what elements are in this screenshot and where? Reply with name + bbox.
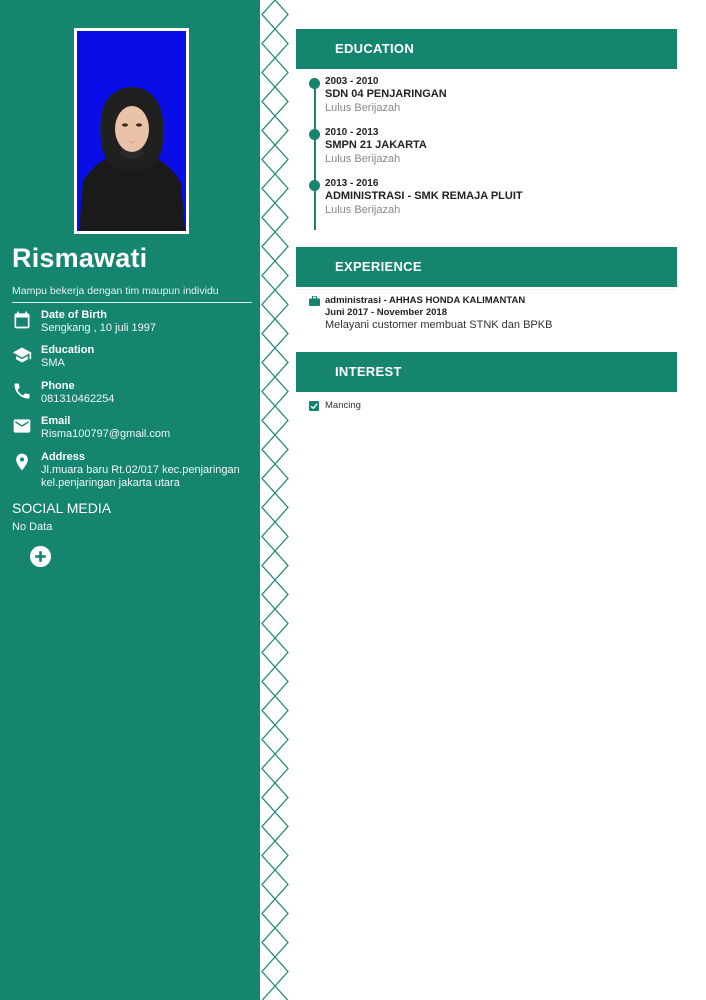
contact-phone <box>12 380 256 406</box>
contact-label: Email <box>41 415 71 427</box>
contact-education <box>12 344 256 370</box>
education-period: 2010 - 2013 <box>325 127 379 138</box>
interest-item <box>309 400 361 411</box>
graduation-cap-icon <box>12 345 32 365</box>
contact-value: Risma100797@gmail.com <box>41 428 171 440</box>
profile-photo <box>74 28 189 234</box>
contact-label: Date of Birth <box>41 309 107 321</box>
contact-label: Education <box>41 344 95 356</box>
contact-value: Jl.muara baru Rt.02/017 kec.penjaringan kel.penjaringan jakarta utara <box>41 464 240 489</box>
education-school: SMPN 21 JAKARTA <box>325 139 427 151</box>
section-header-experience: EXPERIENCE <box>296 247 677 287</box>
diamond-border <box>260 0 290 1000</box>
education-item <box>309 178 669 217</box>
timeline-dot <box>309 78 320 89</box>
location-pin-icon <box>12 452 32 472</box>
profile-name: Rismawati <box>12 243 148 273</box>
experience-title: administrasi - AHHAS HONDA KALIMANTAN <box>325 295 526 306</box>
briefcase-icon <box>309 296 320 306</box>
contact-label: Phone <box>41 380 75 392</box>
profile-tagline: Mampu bekerja dengan tim maupun individu <box>12 285 252 303</box>
diamond-pattern <box>262 0 288 1000</box>
section-header-education: EDUCATION <box>296 29 677 69</box>
education-period: 2003 - 2010 <box>325 76 379 87</box>
add-social-button[interactable] <box>30 546 51 567</box>
education-school: ADMINISTRASI - SMK REMAJA PLUIT <box>325 190 523 202</box>
contact-label: Address <box>41 451 86 463</box>
checkbox-icon <box>309 401 319 411</box>
timeline-dot <box>309 180 320 191</box>
contact-value: 081310462254 <box>41 393 115 405</box>
calendar-icon <box>12 310 32 330</box>
education-status: Lulus Berijazah <box>325 153 401 165</box>
interest-label: Mancing <box>325 400 361 411</box>
education-period: 2013 - 2016 <box>325 178 379 189</box>
contact-date-of-birth <box>12 309 256 335</box>
phone-icon <box>12 381 32 401</box>
contact-value: SMA <box>41 357 65 369</box>
education-item <box>309 127 669 166</box>
email-icon <box>12 416 32 436</box>
social-media-empty: No Data <box>12 521 53 533</box>
plus-icon <box>30 546 51 567</box>
timeline-dot <box>309 129 320 140</box>
divider <box>296 289 677 290</box>
section-header-interest: INTEREST <box>296 352 677 392</box>
contact-address <box>12 451 256 490</box>
sidebar <box>0 0 260 1000</box>
contact-value: Sengkang , 10 juli 1997 <box>41 322 156 334</box>
social-media-title: SOCIAL MEDIA <box>12 500 112 516</box>
education-item <box>309 76 669 115</box>
experience-description: Melayani customer membuat STNK dan BPKB <box>325 319 553 331</box>
education-status: Lulus Berijazah <box>325 204 401 216</box>
education-school: SDN 04 PENJARINGAN <box>325 88 447 100</box>
experience-dates: Juni 2017 - November 2018 <box>325 307 447 318</box>
contact-email <box>12 415 256 441</box>
experience-item <box>309 295 669 332</box>
education-status: Lulus Berijazah <box>325 102 401 114</box>
